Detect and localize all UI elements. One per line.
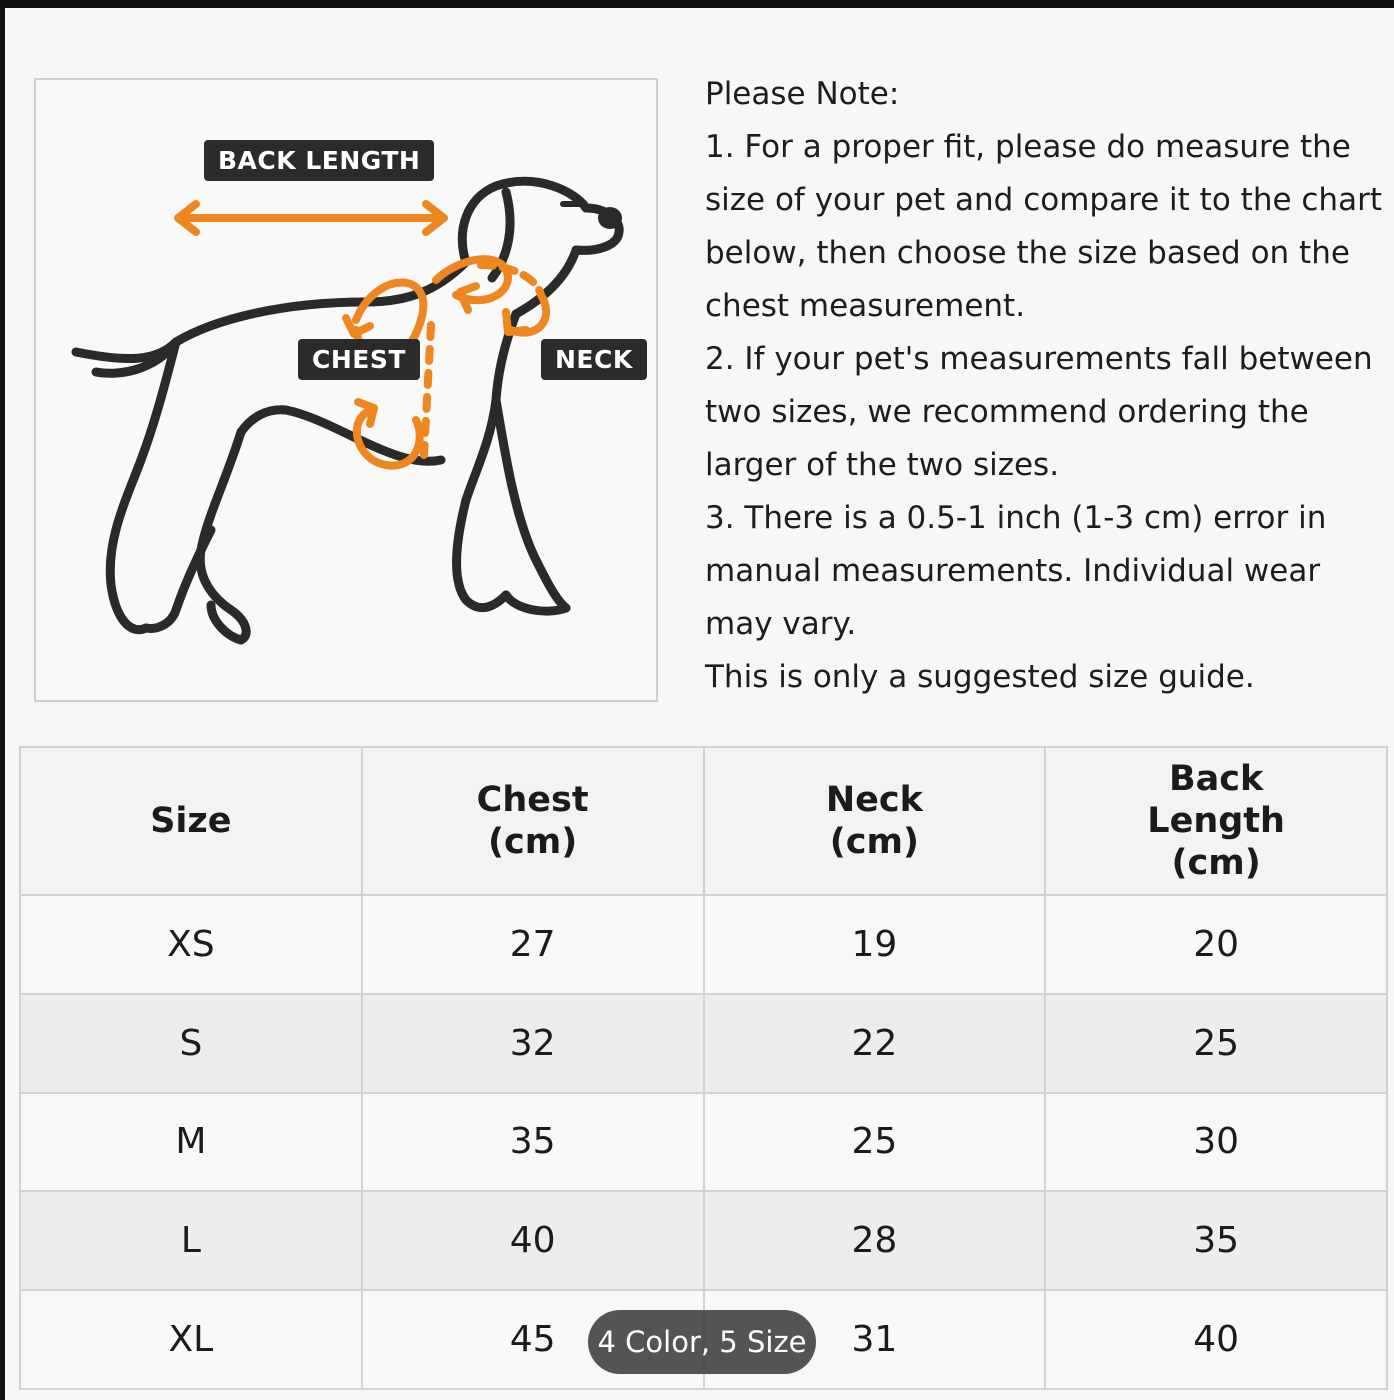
dog-measurement-diagram — [34, 78, 658, 702]
size-chart-table — [19, 746, 1388, 1390]
cell-neck: 31 — [704, 1290, 1046, 1389]
variant-summary-pill[interactable]: 4 Color, 5 Size — [588, 1310, 816, 1374]
header-neck: Neck (cm) — [704, 747, 1046, 895]
cell-neck: 22 — [704, 994, 1046, 1093]
back-length-label: BACK LENGTH — [204, 140, 434, 181]
top-bar — [0, 0, 1394, 8]
cell-back-length: 20 — [1045, 895, 1387, 994]
note-heading: Please Note: — [705, 76, 900, 112]
cell-back-length: 35 — [1045, 1191, 1387, 1290]
neck-label: NECK — [541, 339, 647, 380]
cell-size: S — [20, 994, 362, 1093]
cell-back-length: 40 — [1045, 1290, 1387, 1389]
cell-chest: 45 — [362, 1290, 704, 1389]
table-row — [20, 1191, 1387, 1290]
cell-chest: 40 — [362, 1191, 704, 1290]
note-item-2: 2. If your pet's measurements fall between two sizes, we recommend ordering the larger of the two sizes. — [705, 341, 1373, 483]
cell-back-length: 25 — [1045, 994, 1387, 1093]
header-chest: Chest (cm) — [362, 747, 704, 895]
cell-neck: 19 — [704, 895, 1046, 994]
header-size: Size — [20, 747, 362, 895]
cell-neck: 28 — [704, 1191, 1046, 1290]
note-footer: This is only a suggested size guide. — [705, 659, 1255, 695]
note-item-1: 1. For a proper fit, please do measure the size of your pet and compare it to the chart below, then choose the size based on the chest measurement. — [705, 129, 1382, 324]
table-row — [20, 1093, 1387, 1192]
cell-back-length: 30 — [1045, 1093, 1387, 1192]
cell-size: XL — [20, 1290, 362, 1389]
cell-chest: 27 — [362, 895, 704, 994]
cell-neck: 25 — [704, 1093, 1046, 1192]
note-item-3: 3. There is a 0.5-1 inch (1-3 cm) error in manual measurements. Individual wear may vary. — [705, 500, 1327, 642]
size-note — [705, 68, 1391, 704]
cell-size: M — [20, 1093, 362, 1192]
header-back-length: Back Length (cm) — [1045, 747, 1387, 895]
table-row — [20, 994, 1387, 1093]
table-row — [20, 895, 1387, 994]
cell-chest: 35 — [362, 1093, 704, 1192]
cell-size: XS — [20, 895, 362, 994]
chest-label: CHEST — [298, 339, 420, 380]
cell-chest: 32 — [362, 994, 704, 1093]
left-edge — [0, 8, 5, 1400]
table-header-row — [20, 747, 1387, 895]
cell-size: L — [20, 1191, 362, 1290]
